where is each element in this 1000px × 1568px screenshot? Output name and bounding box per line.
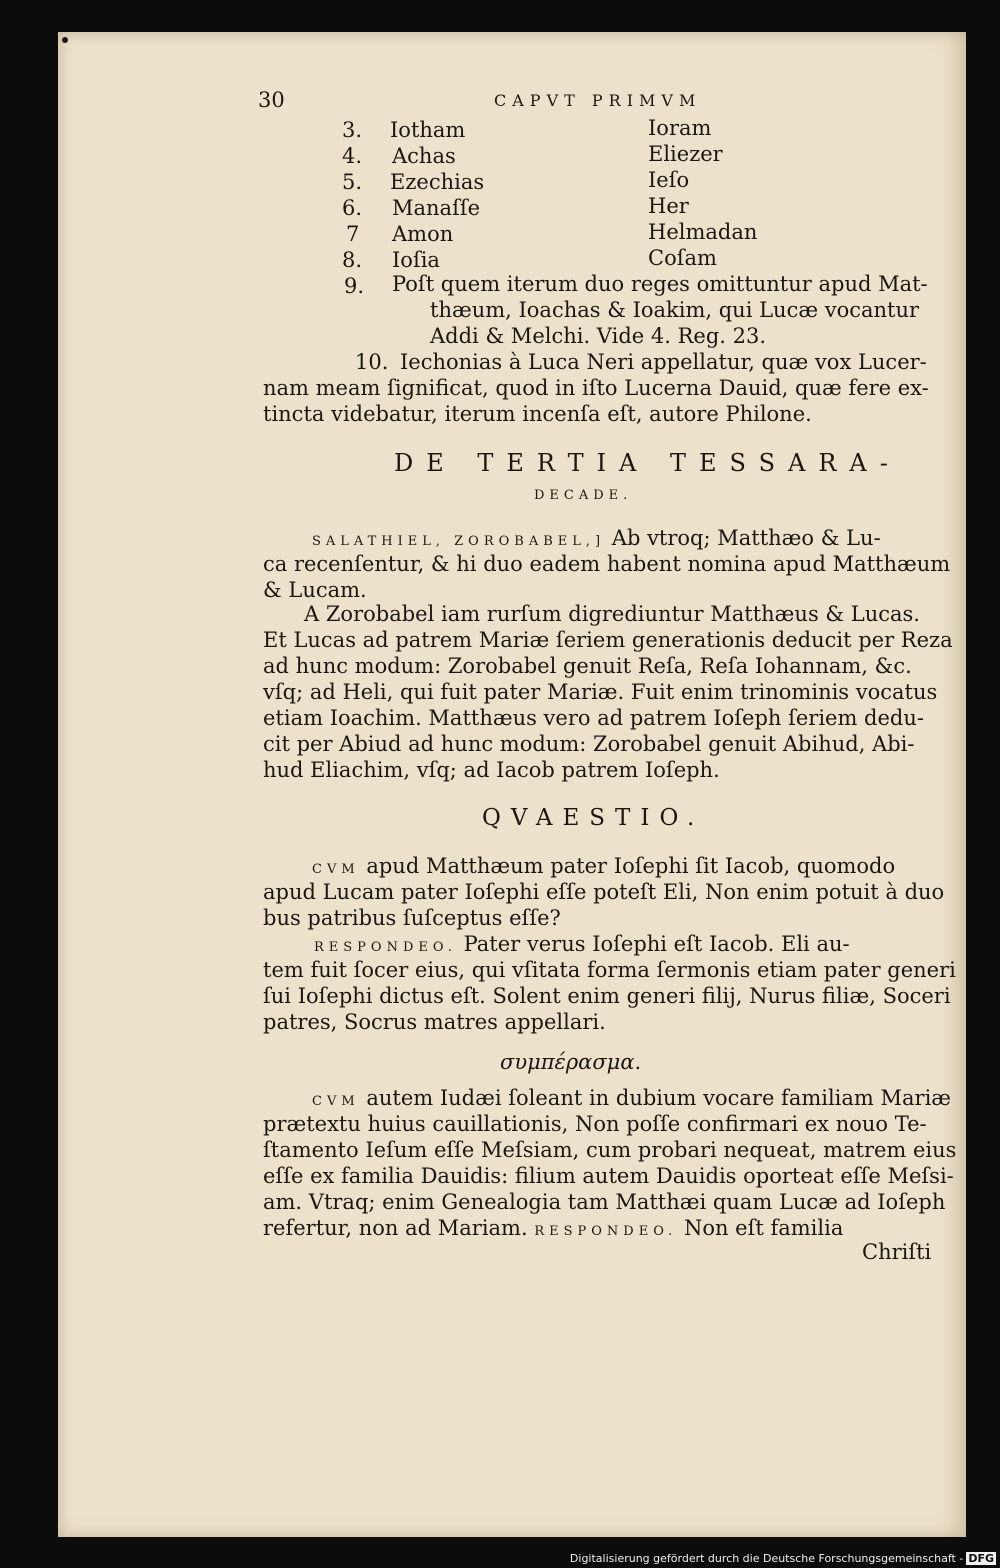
list-num: 10. bbox=[355, 350, 389, 374]
list-left: Manaſſe bbox=[392, 196, 481, 220]
text-line bbox=[312, 854, 895, 882]
greek-heading: συμπέρασμα. bbox=[500, 1050, 642, 1074]
smallcaps-run: CVM bbox=[312, 862, 360, 877]
text-line: prætextu huius cauillationis, Non poſſe confirmari ex nouo Te- bbox=[263, 1112, 927, 1136]
text-line bbox=[312, 1086, 951, 1114]
text-run: apud Matthæum pater Ioſephi ſit Iacob, quomodo bbox=[366, 854, 896, 878]
list-num: 5. bbox=[342, 170, 363, 194]
list-num: 4. bbox=[342, 144, 363, 168]
text-line: vſq; ad Heli, qui fuit pater Mariæ. Fuit enim trinominis vocatus bbox=[263, 680, 938, 704]
text-line: A Zorobabel iam rurſum digrediuntur Matthæus & Lucas. bbox=[304, 602, 920, 626]
text-line: etiam Ioachim. Matthæus vero ad patrem Ioſeph ſeriem dedu- bbox=[263, 706, 924, 730]
text-line: apud Lucam pater Ioſephi eſſe poteſt Eli, Non enim potuit à duo bbox=[263, 880, 945, 904]
list-right: Ieſo bbox=[648, 168, 690, 192]
text-line: ad hunc modum: Zorobabel genuit Reſa, Reſa Iohannam, &c. bbox=[263, 654, 912, 678]
text-line: patres, Socrus matres appellari. bbox=[263, 1010, 606, 1034]
text-line: eſſe ex familia Dauidis: filium autem Dauidis oporteat eſſe Meſsi- bbox=[263, 1164, 954, 1188]
list-right: Helmadan bbox=[648, 220, 758, 244]
text-line: & Lucam. bbox=[263, 578, 367, 602]
text-run: autem Iudæi ſoleant in dubium vocare familiam Mariæ bbox=[366, 1086, 952, 1110]
text-line bbox=[314, 932, 850, 960]
running-head: CAPVT PRIMVM bbox=[494, 91, 702, 110]
page-number: 30 bbox=[258, 88, 285, 112]
text-line: Poſt quem iterum duo reges omittuntur apud Mat- bbox=[392, 272, 928, 296]
text-line: tem fuit ſocer eius, qui vſitata forma ſermonis etiam pater generi bbox=[263, 958, 956, 982]
text-line: ſui Ioſephi dictus eſt. Solent enim generi filij, Nurus filiæ, Soceri bbox=[263, 984, 951, 1008]
list-left: Amon bbox=[392, 222, 454, 246]
text-line: hud Eliachim, vſq; ad Iacob patrem Ioſeph. bbox=[263, 758, 720, 782]
list-num: 8. bbox=[342, 248, 363, 272]
list-right: Eliezer bbox=[648, 142, 723, 166]
text-run: Non eſt familia bbox=[683, 1216, 844, 1240]
list-right: Coſam bbox=[648, 246, 717, 270]
section-heading: DE TERTIA TESSARA- bbox=[394, 449, 901, 477]
list-left: Iotham bbox=[390, 118, 466, 142]
list-num: 6. bbox=[342, 196, 363, 220]
text-line: Et Lucas ad patrem Mariæ ſeriem generationis deducit per Reza bbox=[263, 628, 953, 652]
smallcaps-run: RESPONDEO. bbox=[534, 1224, 678, 1239]
section-heading-continued: DECADE. bbox=[534, 488, 633, 503]
smallcaps-run: RESPONDEO. bbox=[314, 940, 457, 955]
dfg-logo: DFG bbox=[968, 1552, 994, 1565]
text-line: cit per Abiud ad hunc modum: Zorobabel genuit Abihud, Abi- bbox=[263, 732, 915, 756]
smallcaps-run: SALATHIEL, ZOROBABEL,] bbox=[312, 534, 606, 549]
text-line: Addi & Melchi. Vide 4. Reg. 23. bbox=[430, 324, 767, 348]
text-line: am. Vtraq; enim Genealogia tam Matthæi quam Lucæ ad Ioſeph bbox=[263, 1190, 946, 1214]
credit-text: Digitalisierung gefördert durch die Deutsche Forschungsgemeinschaft - bbox=[569, 1552, 964, 1565]
text-line: nam meam ſignificat, quod in iſto Lucerna Dauid, quæ fere ex- bbox=[263, 376, 929, 400]
list-right: Her bbox=[648, 194, 689, 218]
text-run: refertur, non ad Mariam. bbox=[263, 1216, 528, 1240]
margin-mark bbox=[62, 37, 68, 43]
text-run: Ab vtroq; Matthæo & Lu- bbox=[611, 526, 881, 550]
text-line: ca recenſentur, & hi duo eadem habent nomina apud Matthæum bbox=[263, 552, 951, 576]
list-left: Achas bbox=[392, 144, 456, 168]
text-line bbox=[312, 526, 881, 554]
text-line: tincta videbatur, iterum incenſa eſt, autore Philone. bbox=[263, 402, 812, 426]
list-num: 9. bbox=[344, 274, 365, 298]
list-left: Ioſia bbox=[392, 248, 440, 272]
digitization-credit bbox=[570, 1552, 996, 1565]
text-line: thæum, Ioachas & Ioakim, qui Lucæ vocantur bbox=[430, 298, 920, 322]
smallcaps-run: CVM bbox=[312, 1094, 360, 1109]
list-num: 7 bbox=[346, 222, 360, 246]
quaestio-heading: QVAESTIO. bbox=[482, 805, 705, 831]
text-run: Pater verus Ioſephi eſt Iacob. Eli au- bbox=[463, 932, 850, 956]
list-right: Ioram bbox=[648, 116, 712, 140]
catchword: Chriſti bbox=[862, 1240, 932, 1264]
list-left: Ezechias bbox=[390, 170, 485, 194]
list-num: 3. bbox=[342, 118, 363, 142]
text-line bbox=[263, 1216, 843, 1244]
book-page bbox=[58, 32, 966, 1537]
text-line: ſtamento Ieſum eſſe Meſsiam, cum probari nequeat, matrem eius bbox=[263, 1138, 957, 1162]
text-line: Iechonias à Luca Neri appellatur, quæ vox Lucer- bbox=[400, 350, 927, 374]
text-line: bus patribus ſuſceptus eſſe? bbox=[263, 906, 561, 930]
